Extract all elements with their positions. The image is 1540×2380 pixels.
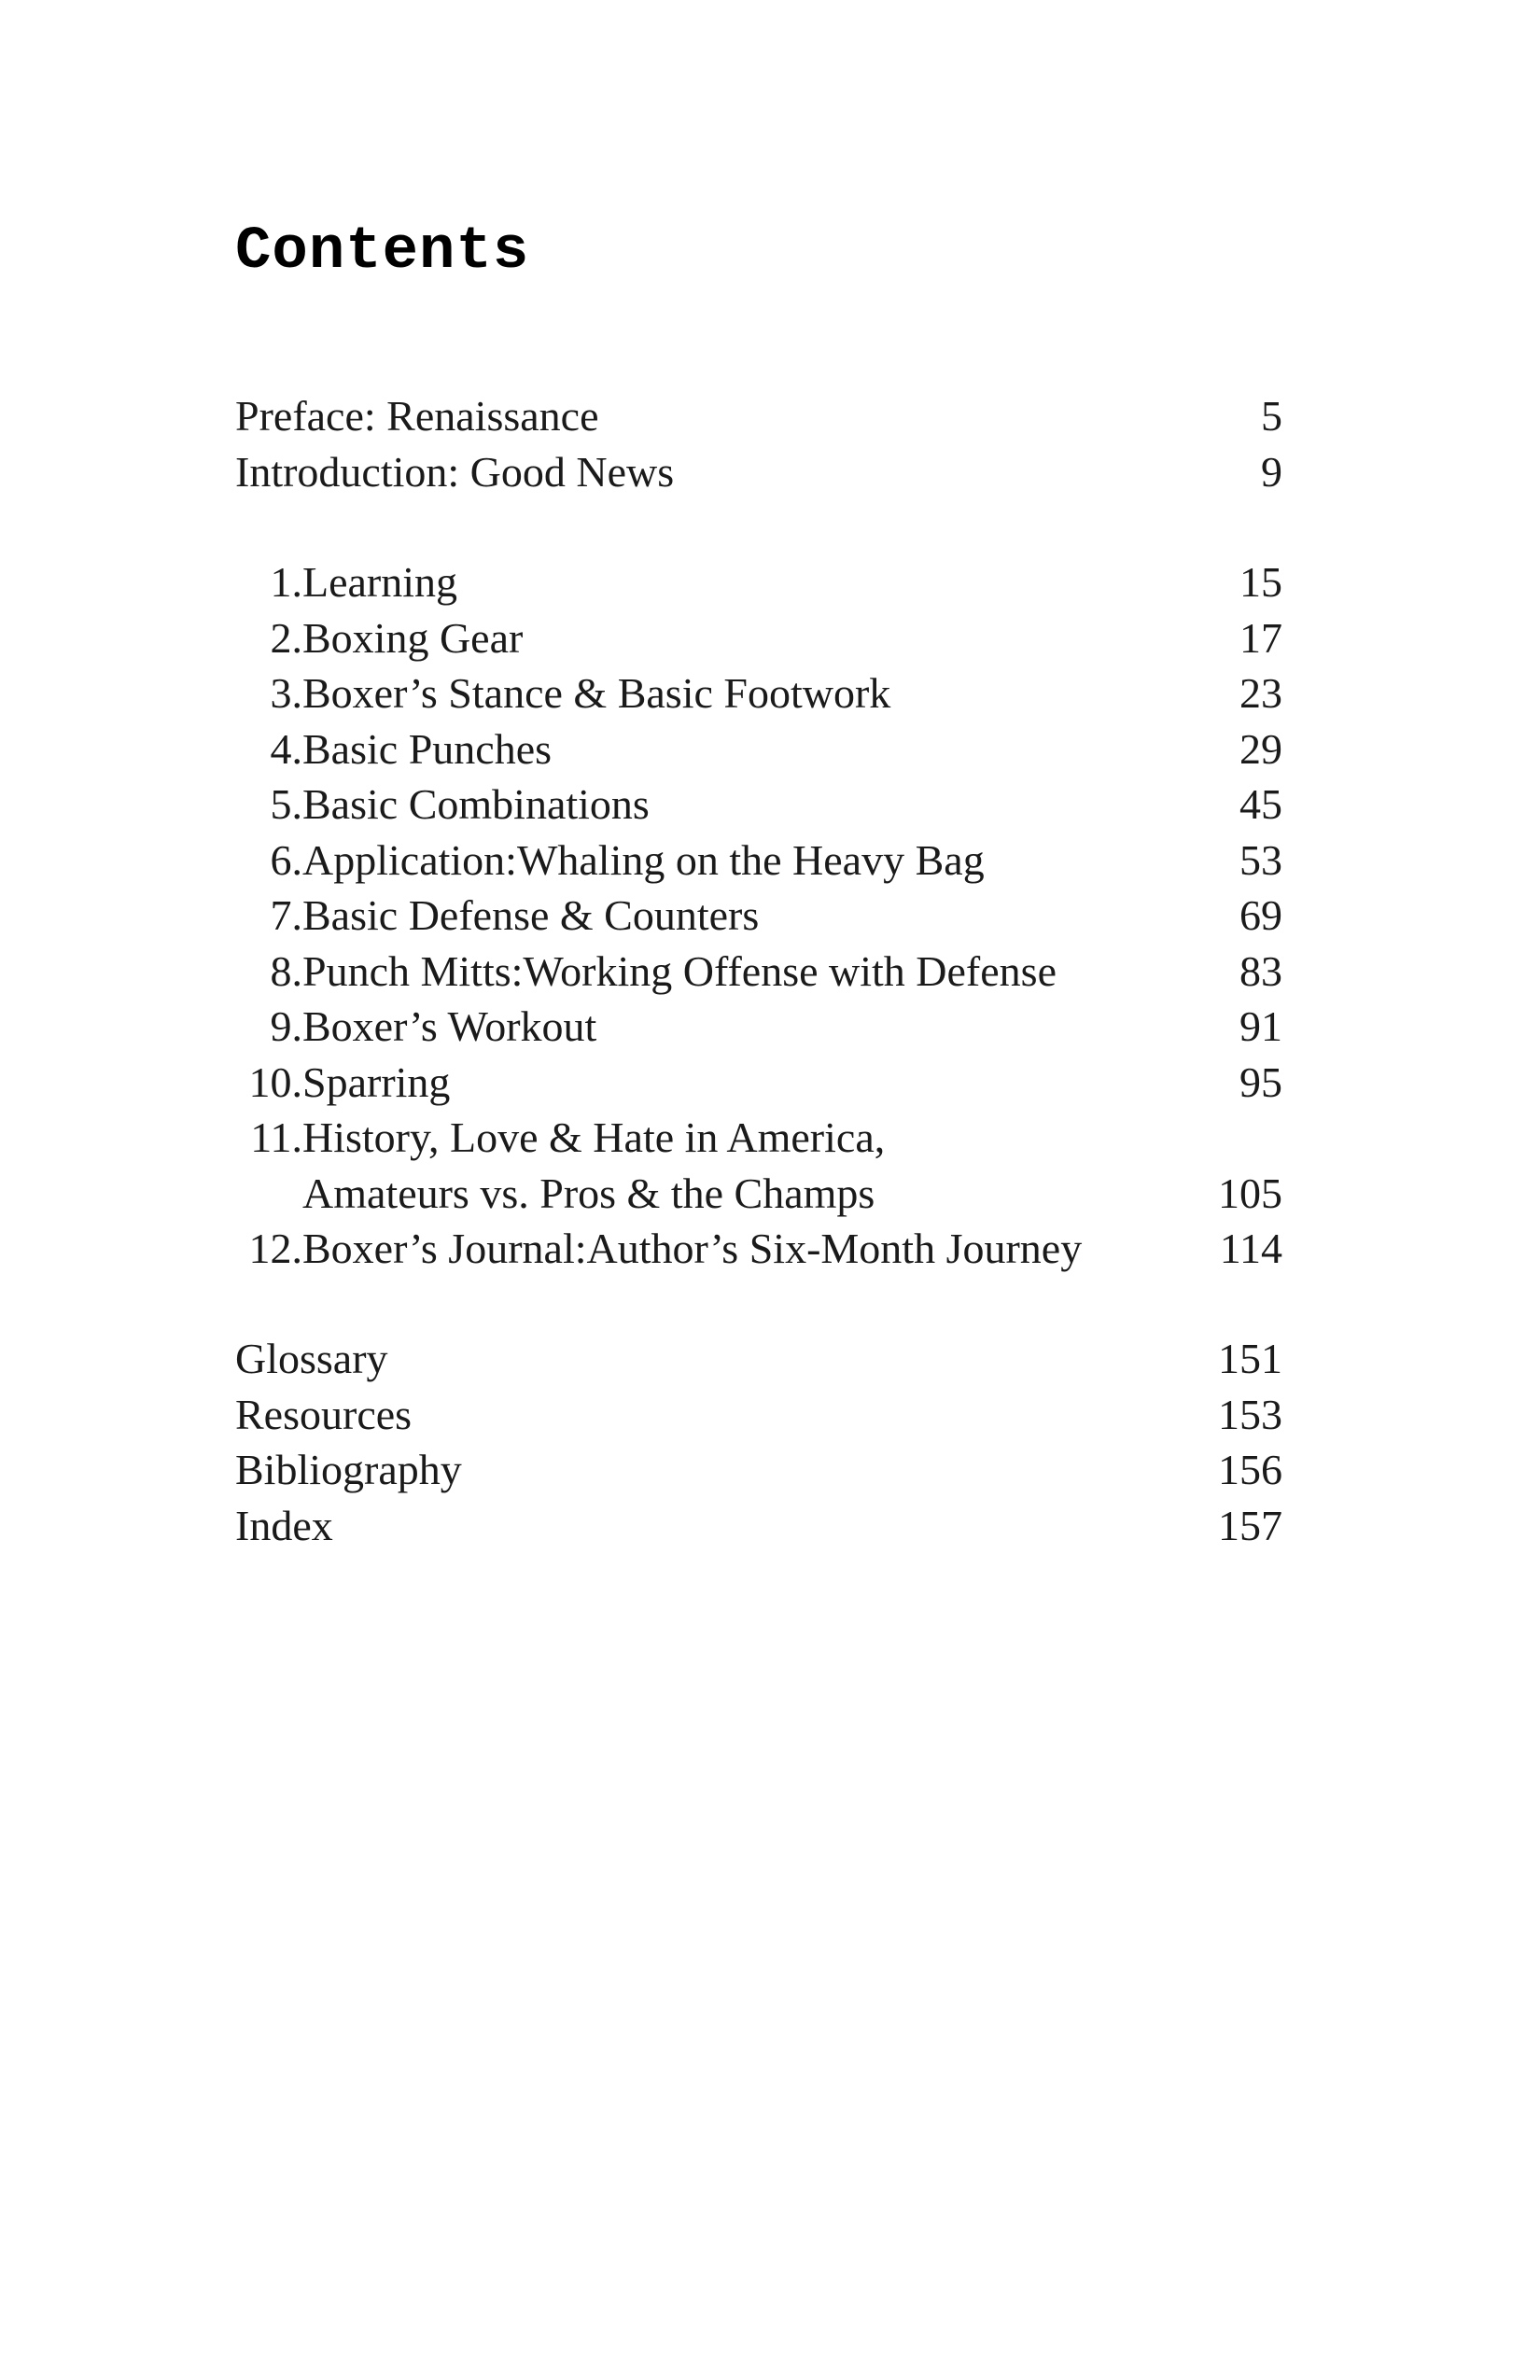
toc-entry-title: Resources	[235, 1390, 413, 1438]
toc-entry-page: 157	[1218, 1501, 1282, 1549]
toc-chapter-11[interactable]	[235, 1110, 1282, 1166]
toc-entry-introduction[interactable]	[235, 444, 1282, 500]
chapter-title: Boxer’s Stance & Basic Footwork	[302, 669, 891, 717]
toc-entry-page: 151	[1218, 1335, 1282, 1382]
toc-entry-page: 156	[1218, 1446, 1282, 1493]
toc-chapter-7[interactable]	[235, 888, 1282, 944]
toc-entry-title: Preface: Renaissance	[235, 392, 599, 440]
toc-entry-bibliography[interactable]	[235, 1442, 1282, 1498]
chapter-number: 5.	[270, 780, 302, 828]
chapter-page: 83	[1239, 946, 1282, 995]
chapter-title: Boxer’s Journal:Author’s Six-Month Journey	[302, 1225, 1083, 1272]
chapter-page: 53	[1239, 835, 1282, 884]
chapter-title: Sparring	[302, 1057, 451, 1106]
chapter-title: Basic Defense & Counters	[302, 891, 760, 939]
chapter-number: 2.	[270, 613, 302, 662]
chapter-number: 7.	[270, 891, 302, 939]
toc-entry-glossary[interactable]	[235, 1331, 1282, 1387]
toc-chapter-2[interactable]	[235, 610, 1282, 666]
chapter-number: 9.	[270, 1002, 302, 1050]
chapter-page: 45	[1239, 780, 1282, 828]
toc-chapter-1[interactable]	[235, 554, 1282, 610]
toc-chapter-11-continued[interactable]	[235, 1166, 1282, 1222]
chapter-list	[235, 554, 1282, 1277]
chapter-number: 12.	[248, 1225, 302, 1272]
toc-chapter-9[interactable]	[235, 999, 1282, 1055]
chapter-title: Amateurs vs. Pros & the Champs	[302, 1169, 875, 1217]
toc-entry-title: Introduction: Good News	[235, 447, 675, 496]
chapter-title: Basic Punches	[302, 724, 553, 773]
toc-chapter-10[interactable]	[235, 1055, 1282, 1111]
chapter-title: Punch Mitts:Working Offense with Defense	[302, 946, 1057, 995]
chapter-title: Learning	[302, 558, 458, 606]
chapter-page: 29	[1239, 724, 1282, 773]
chapter-page: 15	[1239, 558, 1282, 606]
toc-entry-index[interactable]	[235, 1498, 1282, 1554]
chapter-page: 95	[1239, 1057, 1282, 1106]
chapter-title: Boxing Gear	[302, 613, 524, 662]
toc-entry-title: Index	[235, 1501, 333, 1549]
chapter-number: 3.	[270, 669, 302, 717]
chapter-number: 6.	[270, 835, 302, 884]
chapter-page: 69	[1239, 891, 1282, 939]
chapter-number: 8.	[270, 946, 302, 995]
toc-entry-title: Bibliography	[235, 1446, 462, 1493]
chapter-title: Application:Whaling on the Heavy Bag	[302, 835, 985, 884]
chapter-page: 105	[1218, 1169, 1282, 1217]
chapter-page: 23	[1239, 669, 1282, 717]
chapter-title: Boxer’s Workout	[302, 1002, 597, 1050]
chapter-number: 10.	[248, 1057, 302, 1106]
toc-chapter-5[interactable]	[235, 777, 1282, 833]
chapter-page: 91	[1239, 1002, 1282, 1050]
toc-chapter-3[interactable]	[235, 665, 1282, 721]
toc-chapter-4[interactable]	[235, 721, 1282, 777]
toc-chapter-12[interactable]	[235, 1221, 1282, 1277]
page-title: Contents	[235, 218, 530, 286]
back-matter-list	[235, 1331, 1282, 1553]
chapter-number: 11.	[250, 1113, 302, 1161]
chapter-number: 1.	[270, 558, 302, 606]
chapter-page: 17	[1239, 613, 1282, 662]
toc-entry-resources[interactable]	[235, 1387, 1282, 1443]
toc-entry-title: Glossary	[235, 1335, 388, 1382]
toc-chapter-6[interactable]	[235, 833, 1282, 889]
toc-entry-page: 5	[1261, 392, 1282, 440]
toc-entry-preface[interactable]	[235, 388, 1282, 444]
toc-entry-page: 9	[1261, 447, 1282, 496]
chapter-title: Basic Combinations	[302, 780, 650, 828]
toc-entry-page: 153	[1218, 1390, 1282, 1438]
toc-chapter-8[interactable]	[235, 944, 1282, 1000]
chapter-number: 4.	[270, 724, 302, 773]
chapter-title: History, Love & Hate in America,	[302, 1113, 886, 1161]
front-matter-list	[235, 388, 1282, 499]
chapter-page: 114	[1219, 1225, 1282, 1272]
